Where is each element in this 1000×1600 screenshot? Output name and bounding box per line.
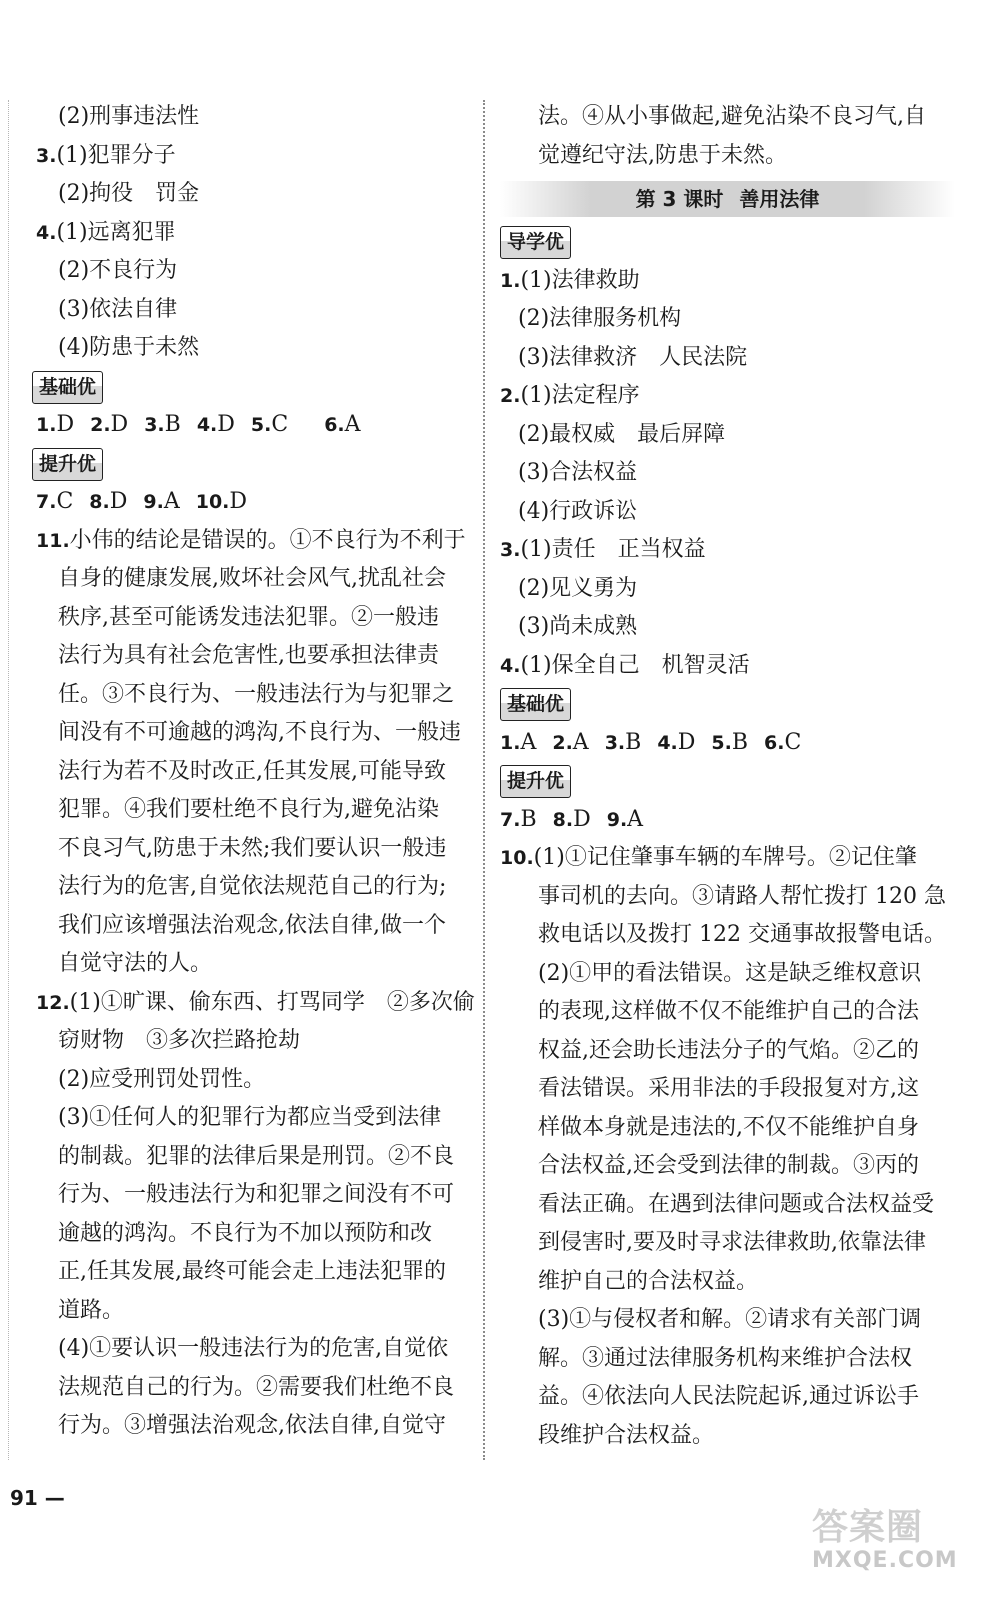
answer-line: (2)拘役 罚金 <box>58 181 200 206</box>
watermark-logo-text: 答案圈 <box>812 1507 924 1548</box>
section-tisheng <box>8 445 463 484</box>
answer-text: (1)法定程序 <box>520 383 640 408</box>
choice-answers-row <box>500 801 955 840</box>
question-number: 2. <box>500 385 521 407</box>
answer-text: 小伟的结论是错误的。①不良行为不利于 <box>69 527 466 553</box>
question-4 <box>500 647 955 686</box>
answer-text: (1)保全自己 机智灵活 <box>520 652 750 678</box>
answer-line: (2)①甲的看法错误。这是缺乏维权意识 <box>538 960 922 986</box>
answer-line: 看法错误。采用非法的手段报复对方,这 <box>538 1076 919 1101</box>
section-badge: 导学优 <box>500 226 571 259</box>
question-1 <box>500 262 955 301</box>
question-3 <box>8 137 463 176</box>
answer-text: (1)法律救助 <box>520 267 640 293</box>
answer-line: 间没有不可逾越的鸿沟,不良行为、一般违 <box>58 720 461 745</box>
answer-line: 自觉守法的人。 <box>58 951 213 976</box>
question-number: 3. <box>36 144 57 167</box>
answer-line: (3)①与侵权者和解。②请求有关部门调 <box>538 1307 922 1332</box>
question-number: 4. <box>500 654 521 677</box>
choice-answers-row <box>8 406 463 445</box>
question-number: 3. <box>500 539 521 561</box>
answer-line: 觉遵纪守法,防患于未然。 <box>538 142 787 168</box>
answer-line: 道路。 <box>58 1297 125 1323</box>
choice-answer: 4.D <box>657 729 696 755</box>
answer-line: 益。④依法向人民法院起诉,通过诉讼手 <box>538 1384 919 1409</box>
choice-answer: 1.A <box>500 729 537 755</box>
watermark-site: MXQE.COM <box>812 1548 958 1573</box>
choice-answer: 2.D <box>90 412 129 437</box>
answer-line: (3)合法权益 <box>518 460 638 485</box>
question-number: 10. <box>500 847 534 869</box>
choice-answer: 3.B <box>144 412 181 437</box>
answer-line: 正,任其发展,最终可能会走上违法犯罪的 <box>58 1259 446 1284</box>
question-12 <box>8 984 475 1023</box>
answer-line: (3)①任何人的犯罪行为都应当受到法律 <box>58 1105 442 1130</box>
answer-line: (4)防患于未然 <box>58 335 200 360</box>
answer-line: 逾越的鸿沟。不良行为不加以预防和改 <box>58 1220 433 1246</box>
choice-answer: 6.C <box>764 729 802 755</box>
answer-line: 窃财物 ③多次拦路抢劫 <box>58 1028 301 1053</box>
answer-line: 不良习气,防患于未然;我们要认识一般违 <box>58 835 447 861</box>
section-badge: 基础优 <box>32 371 103 404</box>
answer-line: 行为。③增强法治观念,依法自律,自觉守 <box>58 1413 446 1438</box>
answer-line: 法行为若不及时改正,任其发展,可能导致 <box>58 758 446 784</box>
question-number: 12. <box>36 991 70 1014</box>
answer-line: 到侵害时,要及时寻求法律救助,依靠法律 <box>538 1230 926 1255</box>
choice-answer: 10.D <box>195 489 248 514</box>
question-number: 4. <box>36 221 57 244</box>
choice-answer: 5.C <box>250 412 289 437</box>
choice-answer: 4.D <box>196 412 235 437</box>
lesson-name: 善用法律 <box>739 187 820 211</box>
question-4 <box>8 214 463 253</box>
answer-line: 法行为具有社会危害性,也要承担法律责 <box>58 643 439 668</box>
answer-line: 秩序,甚至可能诱发违法犯罪。②一般违 <box>58 604 439 630</box>
question-2 <box>500 377 955 416</box>
answer-line: 事司机的去向。③请路人帮忙拨打 120 急 <box>538 883 946 909</box>
choice-answer: 8.D <box>552 806 591 832</box>
answer-line: 犯罪。④我们要杜绝不良行为,避免沾染 <box>58 797 439 822</box>
page-number: 91 — <box>10 1486 65 1510</box>
choice-answer: 2.A <box>552 729 589 755</box>
section-jichu <box>8 368 463 407</box>
choice-answer: 9.A <box>606 806 644 832</box>
answer-text: (1)责任 正当权益 <box>520 537 706 562</box>
choice-answers-row <box>8 483 463 522</box>
left-column <box>8 98 475 1446</box>
section-badge: 提升优 <box>500 765 571 798</box>
answer-line: (2)最权威 最后屏障 <box>518 421 726 447</box>
answer-line: 权益,还会助长违法分子的气焰。②乙的 <box>538 1037 919 1063</box>
choice-answer: 8.D <box>89 489 128 514</box>
answer-line: (3)尚未成熟 <box>518 614 638 639</box>
answer-line: (2)应受刑罚处罚性。 <box>58 1066 266 1092</box>
answer-line: (2)法律服务机构 <box>518 306 682 331</box>
answer-line: (3)法律救济 人民法院 <box>518 344 748 370</box>
section-jichu <box>500 685 955 724</box>
choice-answers-row <box>500 724 955 763</box>
answer-line: (3)依法自律 <box>58 296 178 322</box>
answer-line: 法。④从小事做起,避免沾染不良习气,自 <box>538 104 926 129</box>
choice-answer: 6.A <box>324 412 361 437</box>
choice-answer: 3.B <box>604 729 642 755</box>
answer-text: (1)远离犯罪 <box>56 219 176 245</box>
answer-line: (4)①要认识一般违法行为的危害,自觉依 <box>58 1336 449 1361</box>
answer-line: 维护自己的合法权益。 <box>538 1268 759 1294</box>
answer-line: 合法权益,还会受到法律的制裁。③丙的 <box>538 1153 919 1178</box>
column-divider <box>483 100 485 1460</box>
answer-line: 的制裁。犯罪的法律后果是刑罚。②不良 <box>58 1143 455 1169</box>
answer-line: 任。③不良行为、一般违法行为与犯罪之 <box>58 681 455 707</box>
section-tisheng <box>500 762 955 801</box>
answer-line: 解。③通过法律服务机构来维护合法权 <box>538 1345 913 1371</box>
answer-line: 我们应该增强法治观念,依法自律,做一个 <box>58 912 446 938</box>
question-3 <box>500 531 955 570</box>
section-daoxue <box>500 223 955 262</box>
answer-line: 看法正确。在遇到法律问题或合法权益受 <box>538 1191 935 1217</box>
answer-line: 自身的健康发展,败坏社会风气,扰乱社会 <box>58 566 446 591</box>
lesson-number: 第 3 课时 <box>635 187 724 211</box>
answer-text: (1)犯罪分子 <box>56 142 176 168</box>
answer-line: 样做本身就是违法的,不仅不能维护自身 <box>538 1114 919 1140</box>
answer-line: (2)刑事违法性 <box>58 104 200 129</box>
answer-line: 段维护合法权益。 <box>538 1422 715 1448</box>
answer-text: (1)①记住肇事车辆的车牌号。②记住肇 <box>533 845 917 870</box>
answer-line: 法行为的危害,自觉依法规范自己的行为; <box>58 874 447 899</box>
question-10 <box>500 839 955 878</box>
choice-answer: 1.D <box>36 412 75 437</box>
choice-answer: 7.C <box>36 489 74 514</box>
right-column <box>500 98 955 1455</box>
answer-line: (4)行政诉讼 <box>518 498 638 524</box>
question-11 <box>8 522 466 561</box>
answer-line: 的表现,这样做不仅不能维护自己的合法 <box>538 999 919 1024</box>
answer-line: 行为、一般违法行为和犯罪之间没有不可 <box>58 1182 455 1207</box>
answer-line: (2)不良行为 <box>58 258 178 283</box>
question-number: 11. <box>36 529 70 552</box>
choice-answer: 5.B <box>711 729 749 755</box>
choice-answer: 9.A <box>143 489 180 514</box>
answer-line: (2)见义勇为 <box>518 575 638 601</box>
answer-text: (1)①旷课、偷东西、打骂同学 ②多次偷 <box>69 989 475 1015</box>
choice-answer: 7.B <box>500 806 537 832</box>
section-badge: 提升优 <box>32 448 103 481</box>
watermark-logo <box>812 1508 958 1573</box>
lesson-title-banner <box>500 181 955 217</box>
answer-line: 法规范自己的行为。②需要我们杜绝不良 <box>58 1374 455 1400</box>
section-badge: 基础优 <box>500 688 571 721</box>
answer-line: 救电话以及拨打 122 交通事故报警电话。 <box>538 922 946 947</box>
question-number: 1. <box>500 269 521 292</box>
